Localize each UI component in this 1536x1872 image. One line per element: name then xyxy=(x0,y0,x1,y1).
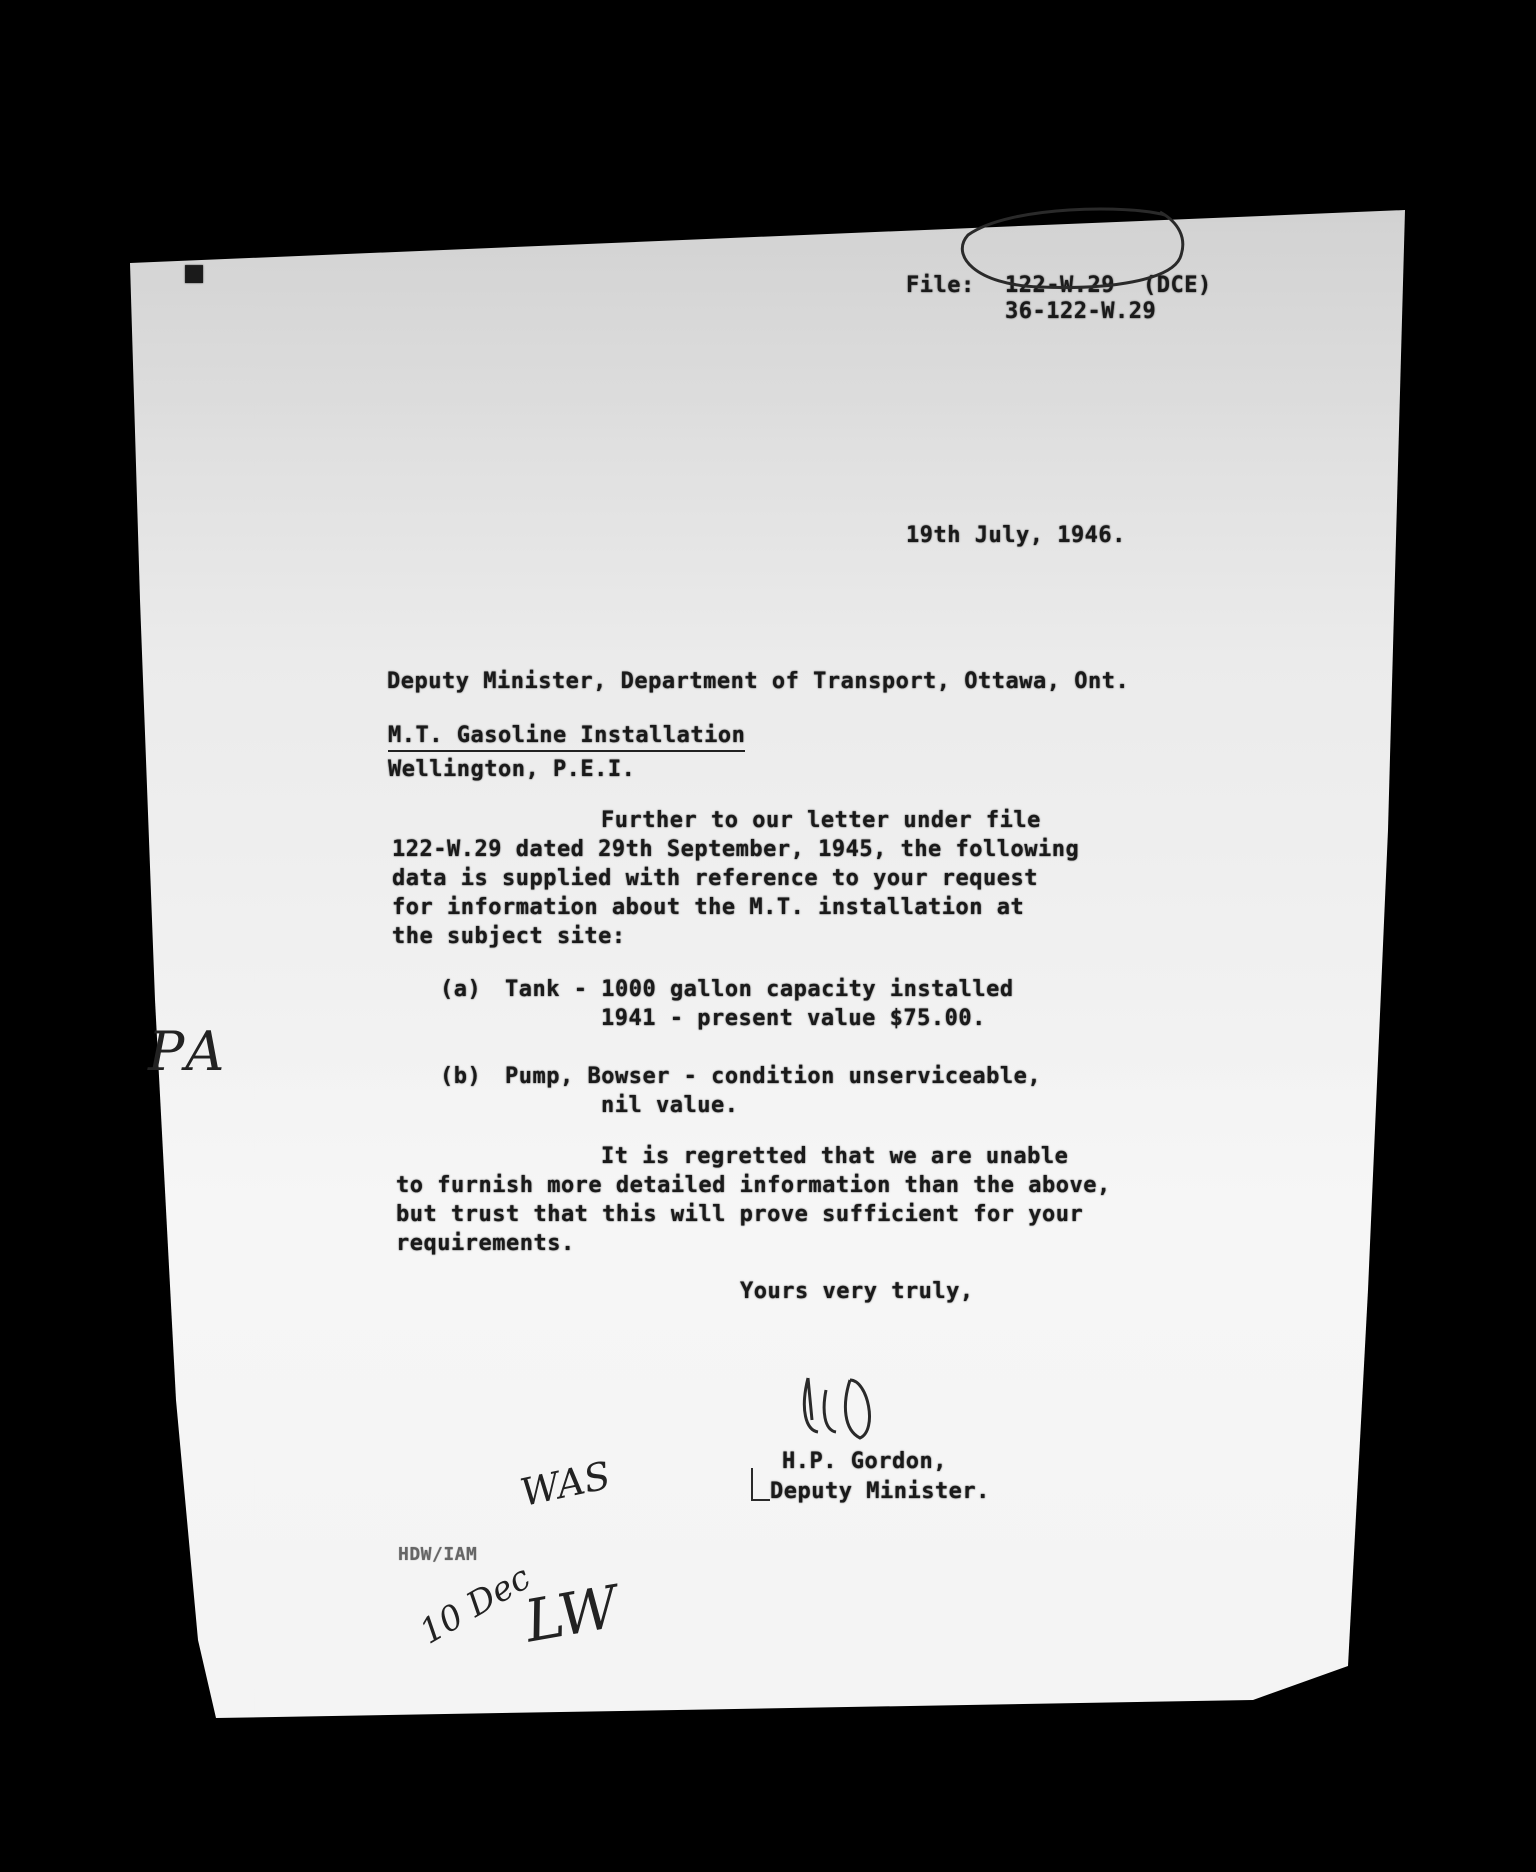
item-b-marker: (b) xyxy=(440,1064,482,1089)
reference-initials: HDW/IAM xyxy=(398,1544,478,1565)
initials-bottom: LW xyxy=(519,1572,624,1656)
para1-line-3: data is supplied with reference to your request xyxy=(392,866,1039,891)
letter-date: 19th July, 1946. xyxy=(906,523,1126,548)
para1-line-2: 122-W.29 dated 29th September, 1945, the following xyxy=(392,837,1080,862)
subject-line-1: M.T. Gasoline Installation xyxy=(388,722,745,752)
margin-note-pa: PA xyxy=(148,1020,231,1083)
para2-line-3: but trust that this will prove sufficient for your xyxy=(396,1202,1084,1227)
item-a-line-1: Tank - 1000 gallon capacity installed xyxy=(505,977,1014,1002)
signatory-name: H.P. Gordon, xyxy=(782,1449,947,1474)
corner-mark: ■ xyxy=(185,255,204,290)
item-a-marker: (a) xyxy=(440,977,482,1002)
file-label: File: xyxy=(906,273,975,298)
para1-line-4: for information about the M.T. installation at xyxy=(392,895,1025,920)
item-b-line-2: nil value. xyxy=(601,1093,739,1118)
subject-line-2: Wellington, P.E.I. xyxy=(388,757,636,782)
para2-line-1: It is regretted that we are unable xyxy=(601,1144,1069,1169)
para2-line-4: requirements. xyxy=(396,1231,575,1256)
file-number: 122-W.29 xyxy=(1005,273,1115,298)
closing: Yours very truly, xyxy=(740,1279,974,1304)
addressee: Deputy Minister, Department of Transport, Ottawa, Ont. xyxy=(387,669,1130,694)
file-secondary: 36-122-W.29 xyxy=(1005,299,1157,324)
note-bottom: 10 Dec xyxy=(413,1557,538,1653)
initials-left: WAS xyxy=(516,1453,615,1515)
signatory-title: Deputy Minister. xyxy=(770,1479,990,1504)
item-b-line-1: Pump, Bowser - condition unserviceable, xyxy=(505,1064,1042,1089)
item-a-line-2: 1941 - present value $75.00. xyxy=(601,1006,986,1031)
para1-line-5: the subject site: xyxy=(392,924,626,949)
file-suffix: (DCE) xyxy=(1143,273,1212,298)
para2-line-2: to furnish more detailed information than the above, xyxy=(396,1173,1111,1198)
para1-line-1: Further to our letter under file xyxy=(601,808,1041,833)
